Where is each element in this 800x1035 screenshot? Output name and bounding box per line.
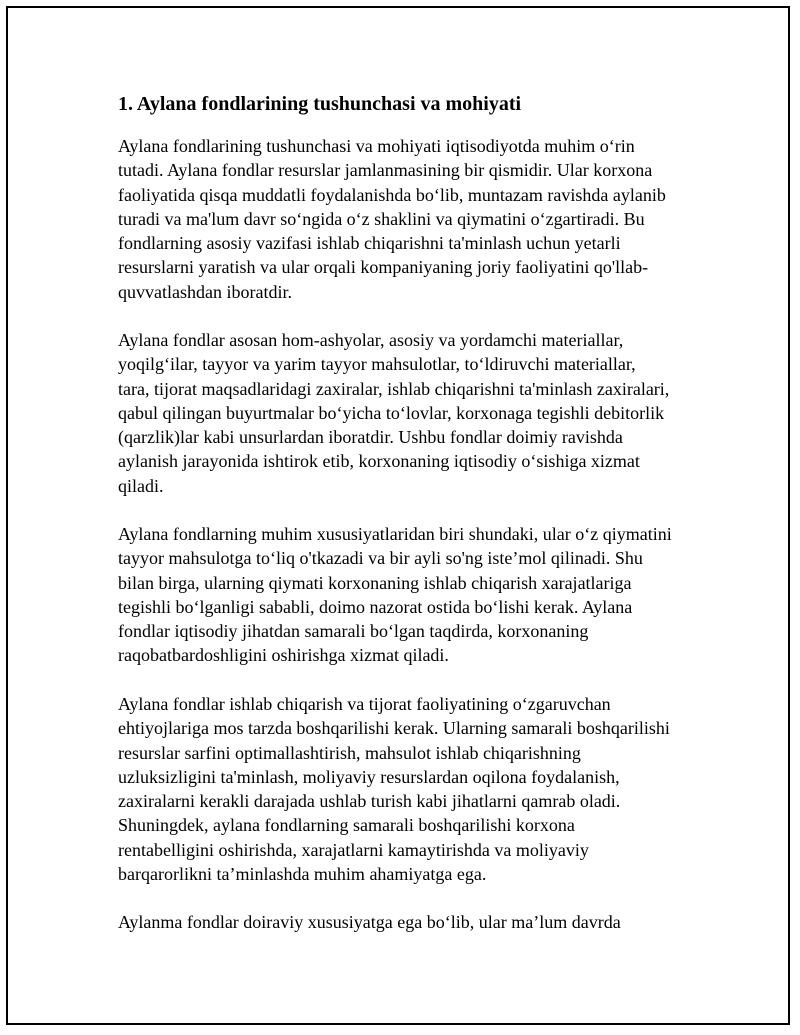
paragraph-line: Aylana fondlarining tushunchasi va mohiyati iqtisodiyotda muhim o‘rin [118, 136, 635, 156]
paragraph-line: resurslar sarfini optimallashtirish, mahsulot ishlab chiqarishning [118, 742, 581, 763]
paragraph-line: yoqilg‘ilar, tayyor va yarim tayyor mahsulotlar, to‘ldiruvchi materiallar, [118, 354, 636, 375]
paragraph-line: (qarzlik)lar kabi unsurlardan iboratdir. Ushbu fondlar doimiy ravishda [118, 427, 623, 448]
paragraph-3 [118, 522, 672, 668]
paragraph-line: Aylana fondlarning muhim xususiyatlaridan biri shundaki, ular o‘z qiymatini [118, 524, 672, 544]
paragraph-line: qiladi. [118, 475, 164, 496]
section-heading: 1. Aylana fondlarining tushunchasi va mohiyati [118, 93, 522, 115]
paragraph-line: Aylanma fondlar doiraviy xususiyatga ega bo‘lib, ular ma’lum davrda [118, 912, 621, 932]
paragraph-line: tayyor mahsulotga to‘liq o'tkazadi va bir ayli so'ng iste’mol qilinadi. Shu [118, 548, 643, 569]
paragraph-line: aylanish jarayonida ishtirok etib, korxonaning iqtisodiy o‘sishiga xizmat [118, 451, 640, 472]
paragraph-line: qabul qilingan buyurtmalar bo‘yicha to‘lovlar, korxonaga tegishli debitorlik [118, 402, 665, 423]
paragraph-line: turadi va ma'lum davr so‘ngida o‘z shaklini va qiymatini o‘zgartiradi. Bu [118, 208, 645, 229]
paragraph-4 [118, 692, 670, 886]
paragraph-line: tara, tijorat maqsadlaridagi zaxiralar, ishlab chiqarishni ta'minlash zaxiralari, [118, 378, 670, 399]
paragraph-line: quvvatlashdan iboratdir. [118, 281, 292, 302]
paragraph-2 [118, 328, 669, 498]
document-body [118, 90, 692, 932]
paragraph-line: barqarorlikni ta’minlashda muhim ahamiyatga ega. [118, 864, 487, 885]
paragraph-line: tegishli bo‘lganligi sababli, doimo nazorat ostida bo‘lishi kerak. Aylana [118, 596, 633, 617]
paragraph-line: fondlar iqtisodiy jihatdan samarali bo‘lgan taqdirda, korxonaning [118, 621, 589, 642]
paragraph-line: uzluksizligini ta'minlash, moliyaviy resurslardan oqilona foydalanish, [118, 766, 620, 787]
paragraph-line: faoliyatida qisqa muddatli foydalanishda bo‘lib, muntazam ravishda aylanib [118, 184, 666, 205]
paragraph-line: Aylana fondlar asosan hom-ashyolar, asosiy va yordamchi materiallar, [118, 330, 624, 350]
paragraph-line: bilan birga, ularning qiymati korxonaning ishlab chiqarish xarajatlariga [118, 572, 632, 593]
paragraph-line: tutadi. Aylana fondlar resurslar jamlanmasining bir qismidir. Ular korxona [118, 160, 653, 181]
paragraph-line: Shuningdek, aylana fondlarning samarali boshqarilishi korxona [118, 815, 575, 836]
paragraph-1 [118, 134, 666, 304]
paragraph-5 [118, 910, 621, 934]
paragraph-line: rentabelligini oshirishda, xarajatlarni kamaytirishda va moliyaviy [118, 839, 589, 860]
paragraph-line: raqobatbardoshligini oshirishga xizmat qiladi. [118, 645, 449, 666]
paragraph-line: fondlarning asosiy vazifasi ishlab chiqarishni ta'minlash uchun yetarli [118, 233, 621, 254]
paragraph-line: resurslarni yaratish va ular orqali kompaniyaning joriy faoliyatini qo'llab- [118, 257, 649, 278]
paragraph-line: Aylana fondlar ishlab chiqarish va tijorat faoliyatining o‘zgaruvchan [118, 694, 611, 714]
paragraph-line: ehtiyojlariga mos tarzda boshqarilishi kerak. Ularning samarali boshqarilishi [118, 718, 670, 739]
paragraph-line: zaxiralarni kerakli darajada ushlab turish kabi jihatlarni qamrab oladi. [118, 791, 621, 812]
